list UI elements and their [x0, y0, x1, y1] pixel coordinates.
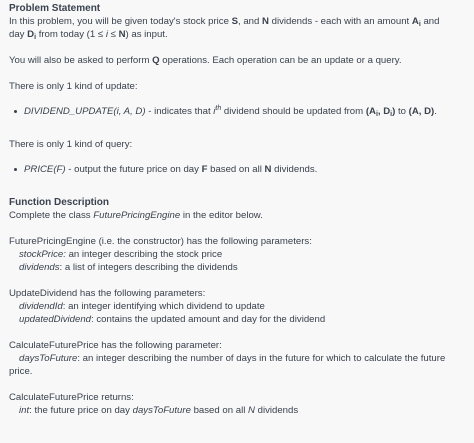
param-days-to-future-cont: price.: [9, 366, 33, 377]
query-kind-line: There is only 1 kind of query:: [9, 139, 133, 150]
complete-class-line: Complete the class FuturePricingEngine in the editor below.: [9, 210, 263, 221]
intro-line-2: day $D_i$ from today (1 ≤ i ≤ N) as input.: [9, 29, 168, 41]
query-list: [9, 163, 470, 176]
update-kind-line: There is only 1 kind of update:: [9, 81, 138, 92]
problem-statement-heading: Problem Statement: [9, 3, 101, 14]
returns-heading: CalculateFuturePrice returns:: [9, 392, 134, 403]
update-dividend-heading: UpdateDividend has the following parameters:: [9, 288, 206, 299]
intro-line-1: In this problem, you will be given today's stock price S, and N dividends - each with an amount $A_i$ and: [9, 16, 440, 28]
param-days-to-future: daysToFuture: an integer describing the number of days in the future for which to calculate the future: [19, 353, 446, 364]
operations-line: You will also be asked to perform Q operations. Each operation can be an update or a query.: [9, 55, 402, 66]
calculate-future-price-heading: CalculateFuturePrice has the following parameter:: [9, 340, 222, 351]
list-item: PRICE(F) - output the future price on day F based on all N dividends.: [9, 163, 470, 176]
constructor-heading: FuturePricingEngine (i.e. the constructor) has the following parameters:: [9, 236, 312, 247]
param-dividend-id: dividendId: an integer identifying which dividend to update: [19, 301, 265, 312]
return-description: int: the future price on day daysToFuture based on all N dividends: [19, 405, 299, 416]
param-dividends: dividends: a list of integers describing the dividends: [19, 262, 238, 273]
param-updated-dividend: updatedDividend: contains the updated amount and day for the dividend: [19, 314, 326, 325]
function-description-heading: Function Description: [9, 197, 109, 208]
list-item: DIVIDEND_UPDATE(i, A, D) - indicates that $i^{th}$ dividend should be updated from ($A_i$, $D_i$) to (A, D).: [9, 105, 470, 118]
param-stock-price: stockPrice: an integer describing the stock price: [19, 249, 223, 260]
update-list: [9, 105, 470, 118]
